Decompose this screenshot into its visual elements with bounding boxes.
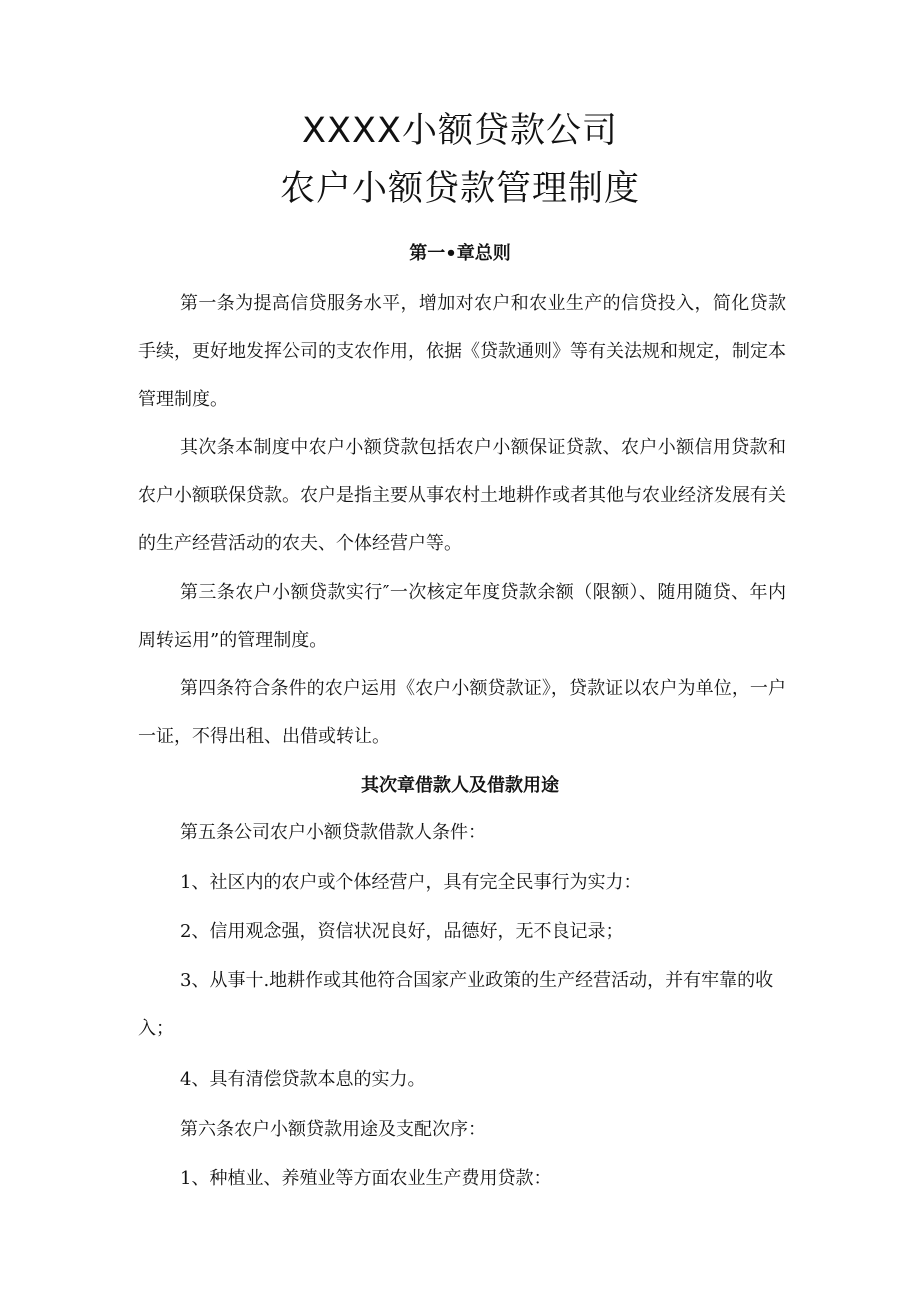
document-title-policy: 农户小额贷款管理制度	[279, 169, 640, 209]
article-3: 第三条农户小额贷款实行″一次核定年度贷款余额（限额）、随用随贷、年内周转运用”的管理制度。	[138, 582, 786, 651]
article-1: 第一条为提高信贷服务水平，增加对农户和农业生产的信贷投入，简化贷款手续，更好地发挥公司的支农作用，依据《贷款通则》等有关法规和规定，制定本管理制度。	[138, 293, 786, 410]
list-item: 3、从事十.地耕作或其他符合国家产业政策的生产经营活动，并有牢靠的收入；	[138, 970, 774, 1039]
article-5: 第五条公司农户小额贷款借款人条件：	[180, 822, 486, 843]
article-2: 其次条本制度中农户小额贷款包括农户小额保证贷款、农户小额信用贷款和农户小额联保贷款。农户是指主要从事农村土地耕作或者其他与农业经济发展有关的生产经营活动的农夫、个体经营户等。	[138, 437, 786, 554]
list-item: 1、种植业、养殖业等方面农业生产费用贷款：	[180, 1168, 552, 1189]
chapter-heading-2: 其次章借款人及借款用途	[361, 775, 559, 796]
document-title-company: XXXX小额贷款公司	[302, 111, 618, 151]
list-item: 4、具有清偿贷款本息的实力。	[180, 1069, 426, 1090]
chapter-heading-1: 第一•章总则	[409, 243, 511, 264]
list-item: 2、信用观念强，资信状况良好，品德好，无不良记录；	[180, 921, 624, 942]
article-4: 第四条符合条件的农户运用《农户小额贷款证》，贷款证以农户为单位，一户一证，不得出租、出借或转让。	[138, 678, 786, 747]
list-item: 1、社区内的农户或个体经营户，具有完全民事行为实力：	[180, 872, 642, 893]
article-6: 第六条农户小额贷款用途及支配次序：	[180, 1119, 486, 1140]
